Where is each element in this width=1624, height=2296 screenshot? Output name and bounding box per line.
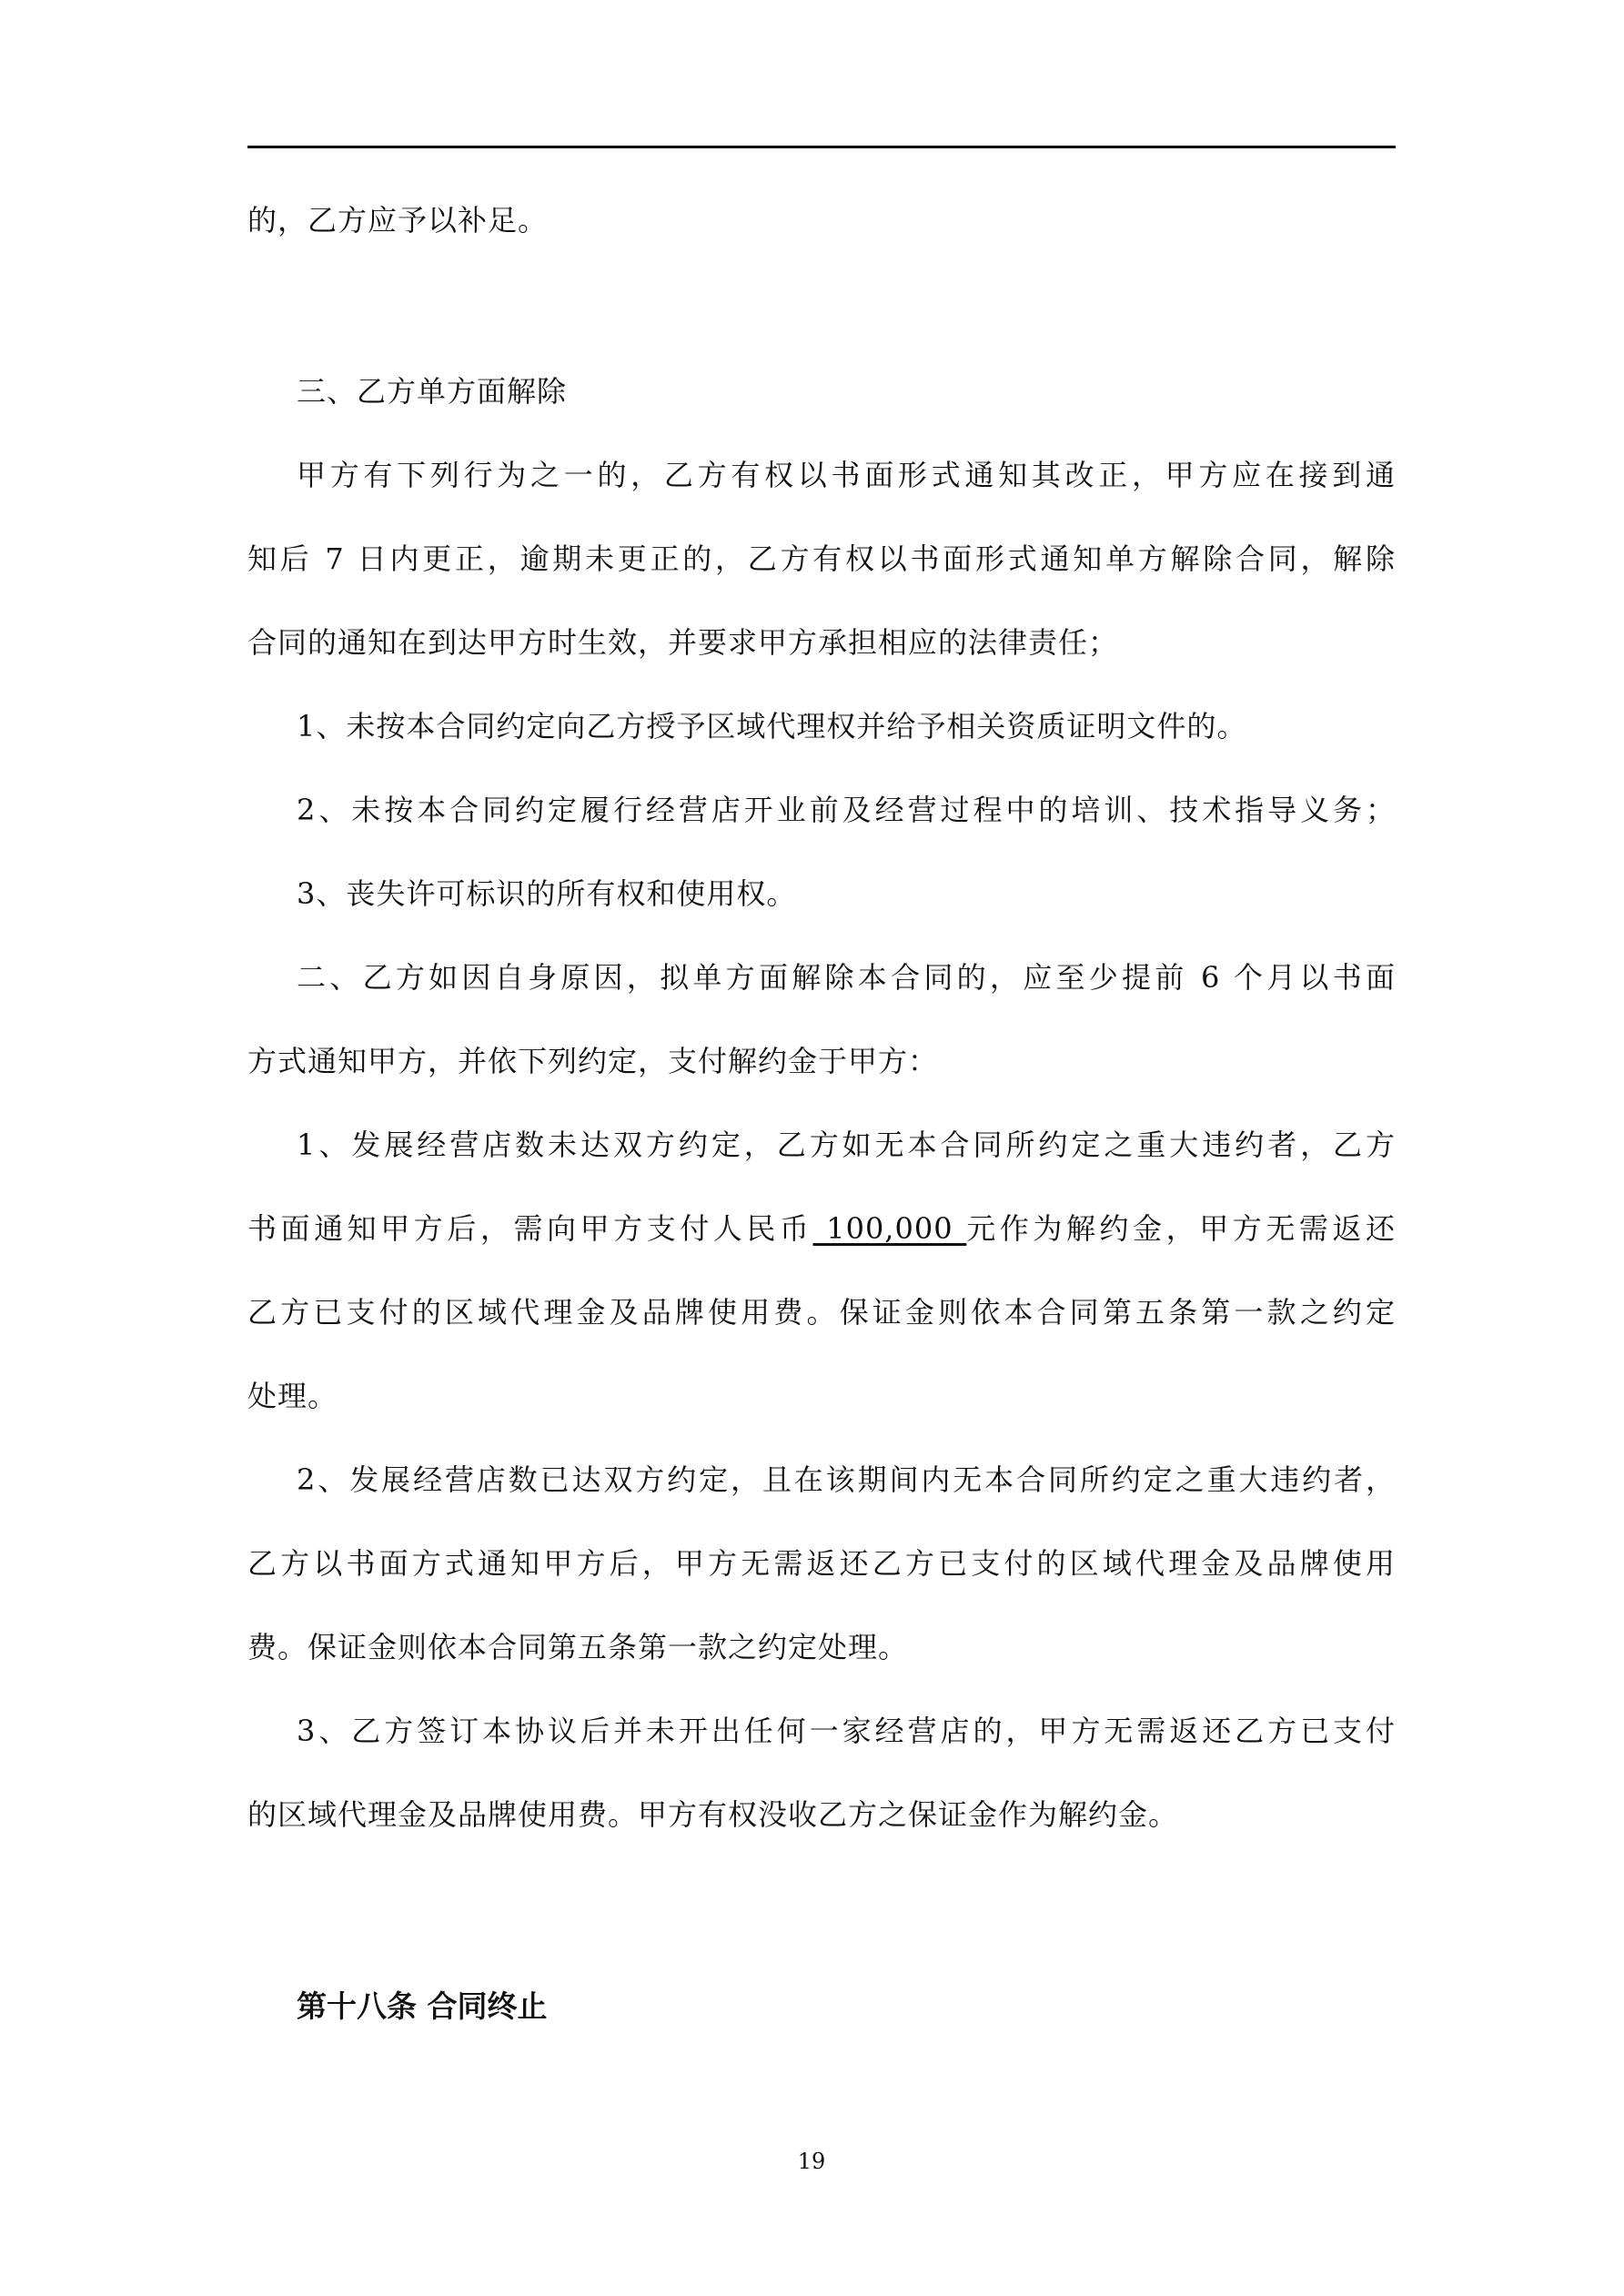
amount-line-after: 元作为解约金，甲方无需返还 xyxy=(966,1211,1396,1246)
list-item: 2、未按本合同约定履行经营店开业前及经营过程中的培训、技术指导义务； xyxy=(297,793,1396,827)
paragraph-line: 甲方有下列行为之一的，乙方有权以书面形式通知其改正，甲方应在接到通 xyxy=(297,458,1396,492)
paragraph-line xyxy=(247,1210,1396,1247)
paragraph-line: 的区域代理金及品牌使用费。甲方有权没收乙方之保证金作为解约金。 xyxy=(247,1797,1179,1832)
amount-line-before: 书面通知甲方后，需向甲方支付人民币 xyxy=(247,1211,813,1246)
paragraph-line: 乙方以书面方式通知甲方后，甲方无需返还乙方已支付的区域代理金及品牌使用 xyxy=(247,1546,1396,1581)
list-item: 2、发展经营店数已达双方约定，且在该期间内无本合同所约定之重大违约者， xyxy=(297,1462,1396,1497)
page-number: 19 xyxy=(797,2149,826,2174)
article-heading: 第十八条 合同终止 xyxy=(297,1988,548,2024)
list-item: 1、发展经营店数未达双方约定，乙方如无本合同所约定之重大违约者，乙方 xyxy=(297,1128,1396,1162)
penalty-amount: 100,000 xyxy=(812,1211,967,1246)
paragraph-line: 二、乙方如因自身原因，拟单方面解除本合同的，应至少提前 6 个月以书面 xyxy=(297,960,1396,995)
paragraph-line: 费。保证金则依本合同第五条第一款之约定处理。 xyxy=(247,1630,909,1664)
paragraph-line: 知后 7 日内更正，逾期未更正的，乙方有权以书面形式通知单方解除合同，解除 xyxy=(247,541,1396,576)
paragraph-line: 方式通知甲方，并依下列约定，支付解约金于甲方： xyxy=(247,1044,939,1078)
paragraph-line: 的，乙方应予以补足。 xyxy=(247,203,549,238)
section-title: 三、乙方单方面解除 xyxy=(297,374,568,409)
paragraph-line: 乙方已支付的区域代理金及品牌使用费。保证金则依本合同第五条第一款之约定 xyxy=(247,1295,1396,1330)
list-item: 3、乙方签订本协议后并未开出任何一家经营店的，甲方无需返还乙方已支付 xyxy=(297,1714,1396,1748)
paragraph-line: 处理。 xyxy=(247,1379,338,1413)
list-item: 1、未按本合同约定向乙方授予区域代理权并给予相关资质证明文件的。 xyxy=(297,709,1247,743)
paragraph-line: 合同的通知在到达甲方时生效，并要求甲方承担相应的法律责任； xyxy=(247,625,1119,660)
list-item: 3、丧失许可标识的所有权和使用权。 xyxy=(297,876,797,911)
header-rule xyxy=(247,146,1396,148)
